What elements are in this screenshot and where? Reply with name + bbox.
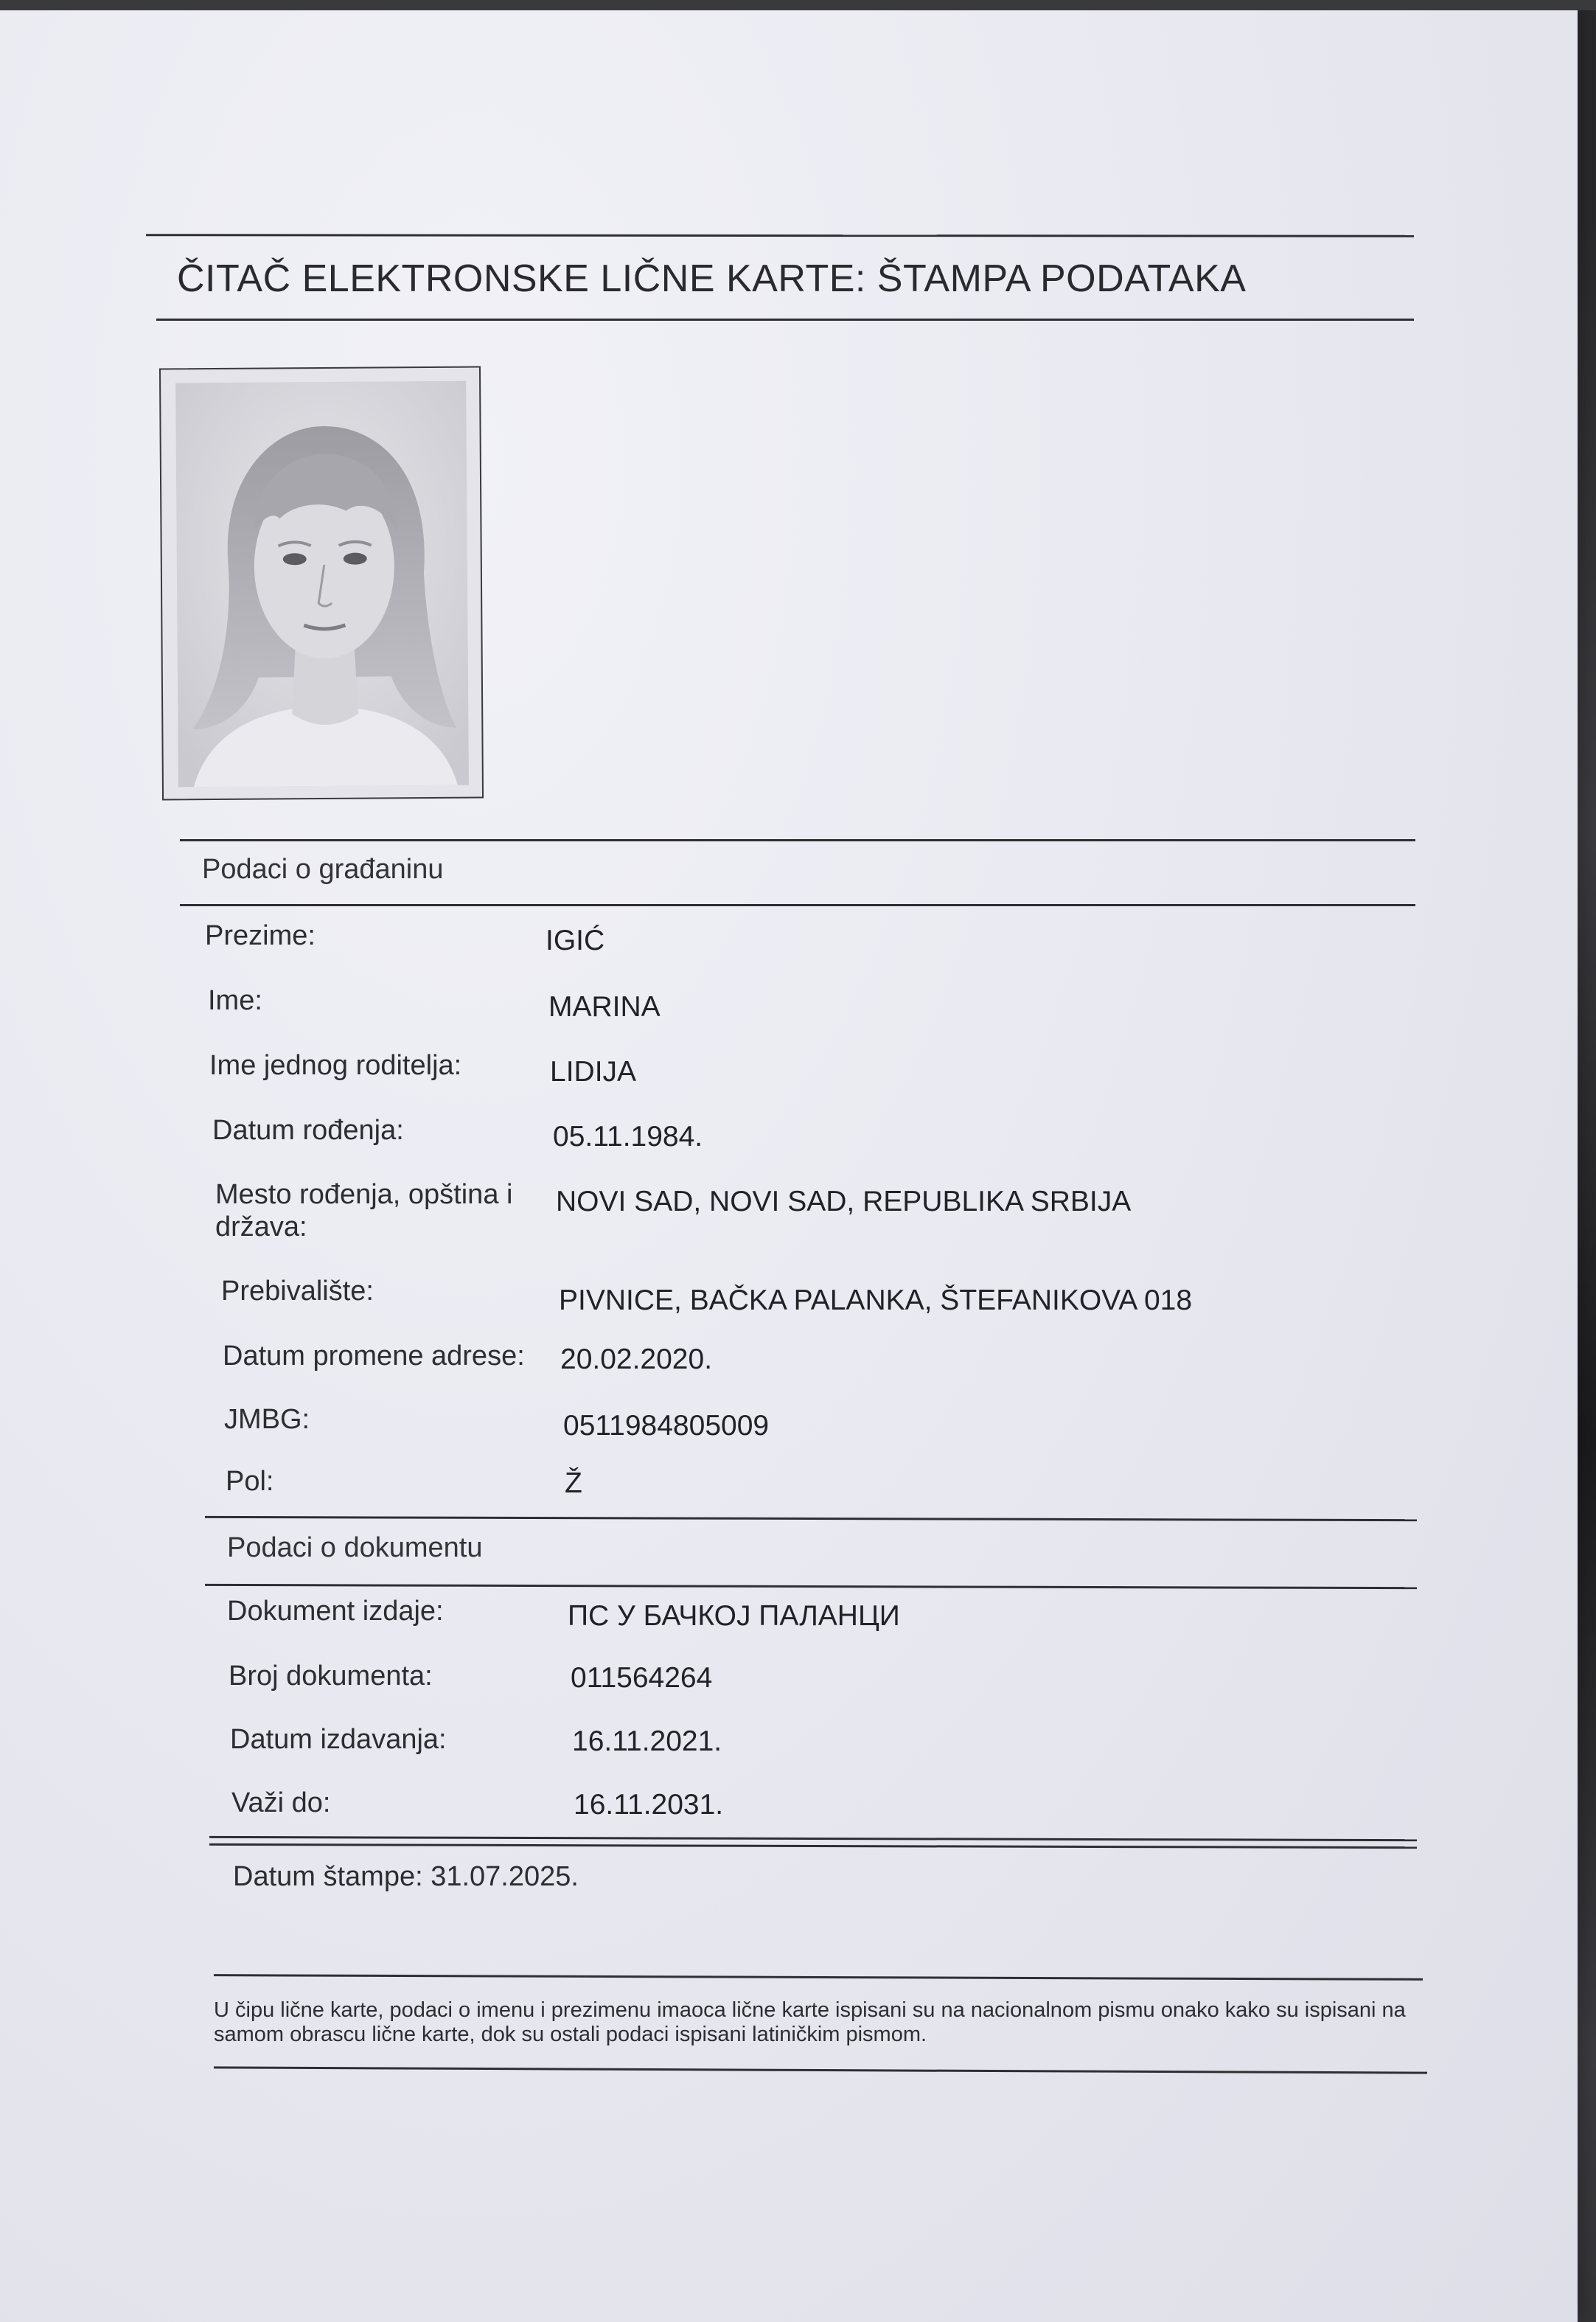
title-rule-bottom	[156, 319, 1414, 321]
field-value-residence: PIVNICE, BAČKA PALANKA, ŠTEFANIKOVA 018	[559, 1285, 1193, 1316]
field-value-jmbg: 0511984805009	[563, 1410, 770, 1442]
footnote-text: U čipu lične karte, podaci o imenu i prezimenu imaoca lične karte ispisani su na nacionalnom pismu onako kako su ispisani na samom obrascu lične karte, dok su ostali podaci ispisani latiničkim pismom.	[214, 1998, 1406, 2046]
field-label-sex: Pol:	[226, 1466, 274, 1497]
section-rule-1	[180, 839, 1415, 841]
field-value-birth-place: NOVI SAD, NOVI SAD, REPUBLIKA SRBIJA	[556, 1186, 1132, 1217]
field-value-valid-until: 16.11.2031.	[574, 1789, 724, 1821]
field-value-parent-name: LIDIJA	[550, 1056, 637, 1088]
field-value-issue-date: 16.11.2021.	[572, 1725, 722, 1757]
field-label-issue-date: Datum izdavanja:	[230, 1724, 447, 1755]
citizen-section-heading: Podaci o građaninu	[202, 854, 444, 885]
portrait-photo	[159, 366, 484, 800]
field-value-address-change-date: 20.02.2020.	[560, 1344, 713, 1375]
field-label-document-number: Broj dokumenta:	[229, 1661, 433, 1692]
field-label-issuer: Dokument izdaje:	[227, 1596, 444, 1627]
field-label-birth-date: Datum rođenja:	[212, 1115, 404, 1146]
field-label-first-name: Ime:	[208, 985, 262, 1016]
portrait-image	[175, 381, 469, 788]
field-value-issuer: ПС У БАЧКОЈ ПАЛАНЦИ	[568, 1600, 900, 1632]
field-label-parent-name: Ime jednog roditelja:	[209, 1050, 462, 1081]
field-value-birth-date: 05.11.1984.	[553, 1121, 703, 1153]
field-label-jmbg: JMBG:	[224, 1404, 310, 1435]
page-title: ČITAČ ELEKTRONSKE LIČNE KARTE: ŠTAMPA PODATAKA	[177, 257, 1247, 300]
field-label-address-change-date: Datum promene adrese:	[223, 1341, 525, 1372]
field-value-sex: Ž	[565, 1467, 582, 1499]
field-label-surname: Prezime:	[205, 920, 316, 951]
field-label-valid-until: Važi do:	[231, 1787, 331, 1818]
field-value-first-name: MARINA	[548, 991, 661, 1023]
field-value-surname: IGIĆ	[546, 925, 605, 956]
document-section-heading: Podaci o dokumentu	[227, 1532, 483, 1563]
section-rule-2	[180, 904, 1415, 906]
print-date: Datum štampe: 31.07.2025.	[233, 1861, 579, 1892]
top-edge	[0, 0, 1596, 10]
field-value-document-number: 011564264	[571, 1662, 713, 1694]
field-label-birth-place: Mesto rođenja, opština i država:	[215, 1179, 513, 1242]
field-label-residence: Prebivalište:	[221, 1276, 374, 1307]
